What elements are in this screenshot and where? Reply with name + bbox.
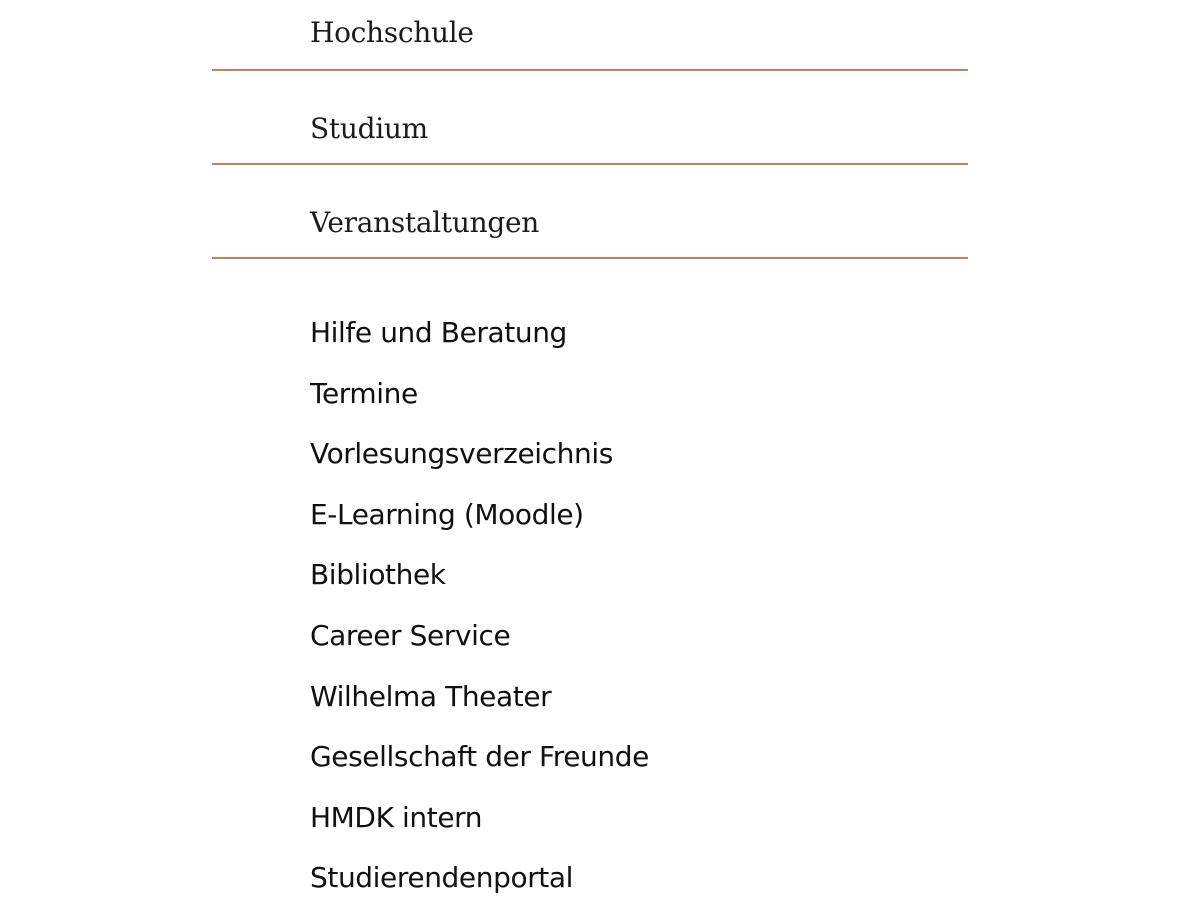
secondary-nav-career-service[interactable]: Career Service <box>310 618 511 652</box>
primary-nav-label: Veranstaltungen <box>310 206 539 239</box>
secondary-navigation <box>310 300 649 900</box>
secondary-nav-gesellschaft-der-freunde[interactable]: Gesellschaft der Freunde <box>310 740 649 774</box>
primary-nav-studium[interactable] <box>212 71 968 165</box>
primary-nav-veranstaltungen[interactable] <box>212 165 968 259</box>
primary-navigation <box>212 0 968 259</box>
secondary-nav-hilfe-und-beratung[interactable]: Hilfe und Beratung <box>310 316 567 349</box>
secondary-nav-studierendenportal[interactable]: Studierendenportal <box>310 861 574 895</box>
secondary-nav-wilhelma-theater[interactable]: Wilhelma Theater <box>310 679 552 713</box>
secondary-nav-termine[interactable]: Termine <box>310 376 418 410</box>
secondary-nav-hmdk-intern[interactable]: HMDK intern <box>310 800 483 834</box>
secondary-nav-e-learning[interactable]: E-Learning (Moodle) <box>310 497 584 531</box>
primary-nav-hochschule[interactable] <box>212 0 968 71</box>
secondary-nav-bibliothek[interactable]: Bibliothek <box>310 558 446 592</box>
primary-nav-label: Hochschule <box>310 16 474 49</box>
secondary-nav-vorlesungsverzeichnis[interactable]: Vorlesungsverzeichnis <box>310 437 613 471</box>
primary-nav-label: Studium <box>310 112 428 145</box>
